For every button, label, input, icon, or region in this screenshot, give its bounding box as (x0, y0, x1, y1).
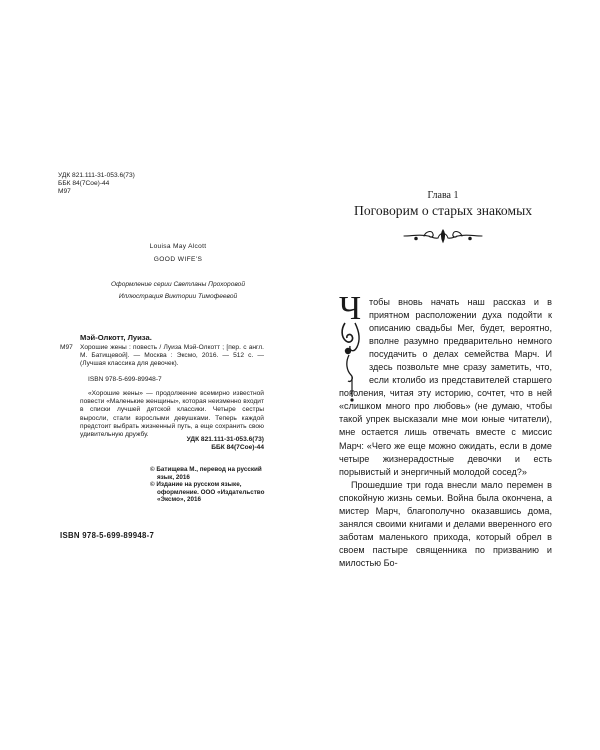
bbk-code: ББК 84(7Сое)-44 (58, 180, 110, 188)
isbn-small: ISBN 978-5-699-89948-7 (88, 376, 162, 383)
paragraph-1: тобы вновь начать наш рассказ и в приятном расположении духа подойти к описанию свадьбы Мег, будет, вероятно, вполне разумно предварительно немного посудачить о делах семейства Марч. И здесь позвольте мне сразу заметить, что, если ктолибо из представителей старшего поколения, читая эту историю, сочтет, что в ней «слишком много про любовь» (не думаю, чтобы такой упрек высказали мне мои юные читатели), мне остается лишь отвечать вместе с миссис Марч: «Чего же еще можно ожидать, если в доме четыре жизнерадостные девочки и есть порывистый и энергичный молодой сосед?» (339, 297, 552, 477)
illustration-credit: Иллюстрация Виктории Тимофеевой (118, 293, 238, 300)
original-title: GOOD WIFE'S (153, 256, 203, 263)
copyright-translation: © Батищева М., перевод на русский язык, 2016 (150, 466, 262, 481)
author-code: М97 (58, 188, 71, 196)
chapter-number: Глава 1 (427, 190, 459, 201)
chapter-title: Поговорим о старых знакомых (354, 203, 532, 218)
paragraph-2: Прошедшие три года внесли мало перемен в спокойную жизнь семьи. Война была окончена, а мистер Марч, благополучно оказавшись дома, занялся своими книгами и делами вверенного его заботам маленького прихода, который обрел в своем пастыре священника по призванию и милостью Бо- (339, 479, 552, 568)
bib-author-code: М97 (60, 344, 73, 351)
original-author: Louisa May Alcott (149, 243, 207, 250)
udk-code: УДК 821.111-31-053.6(73) (58, 172, 135, 179)
drop-cap-letter: Ч (339, 293, 362, 327)
classification-block (58, 172, 218, 197)
vignette-ornament-icon (402, 226, 484, 246)
udk-right: УДК 821.111-31-053.6(73) (186, 436, 264, 443)
bib-description: Хорошие жены : повесть / Луиза Мэй-Олкотт ; [пер. с англ. М. Батищевой]. — Москва : Эксмо, 2016. — 512 с. — (Лучшая классика для девочек). (80, 344, 264, 368)
bib-heading: Мэй-Олкотт, Луиза. (80, 333, 152, 342)
annotation: «Хорошие жены» — продолжение всемирно известной повести «Маленькие женщины», которая неизменно входит в списки лучшей детской классики. Четыре сестры выросли, стали взрослыми девушками. Теперь каждой предстоит выбрать жизненный путь, а еще сохранить свою удивительную дружбу. (80, 390, 264, 439)
isbn-main: ISBN 978-5-699-89948-7 (60, 531, 155, 540)
copyright-block (150, 466, 280, 504)
copyright-edition: © Издание на русском языке, оформление. ООО «Издательство «Эксмо», 2016 (150, 481, 265, 504)
chapter-body (339, 296, 552, 570)
bbk-right: ББК 84(7Сое)-44 (211, 444, 264, 451)
design-credit: Оформление серии Светланы Прохоровой (111, 281, 245, 288)
